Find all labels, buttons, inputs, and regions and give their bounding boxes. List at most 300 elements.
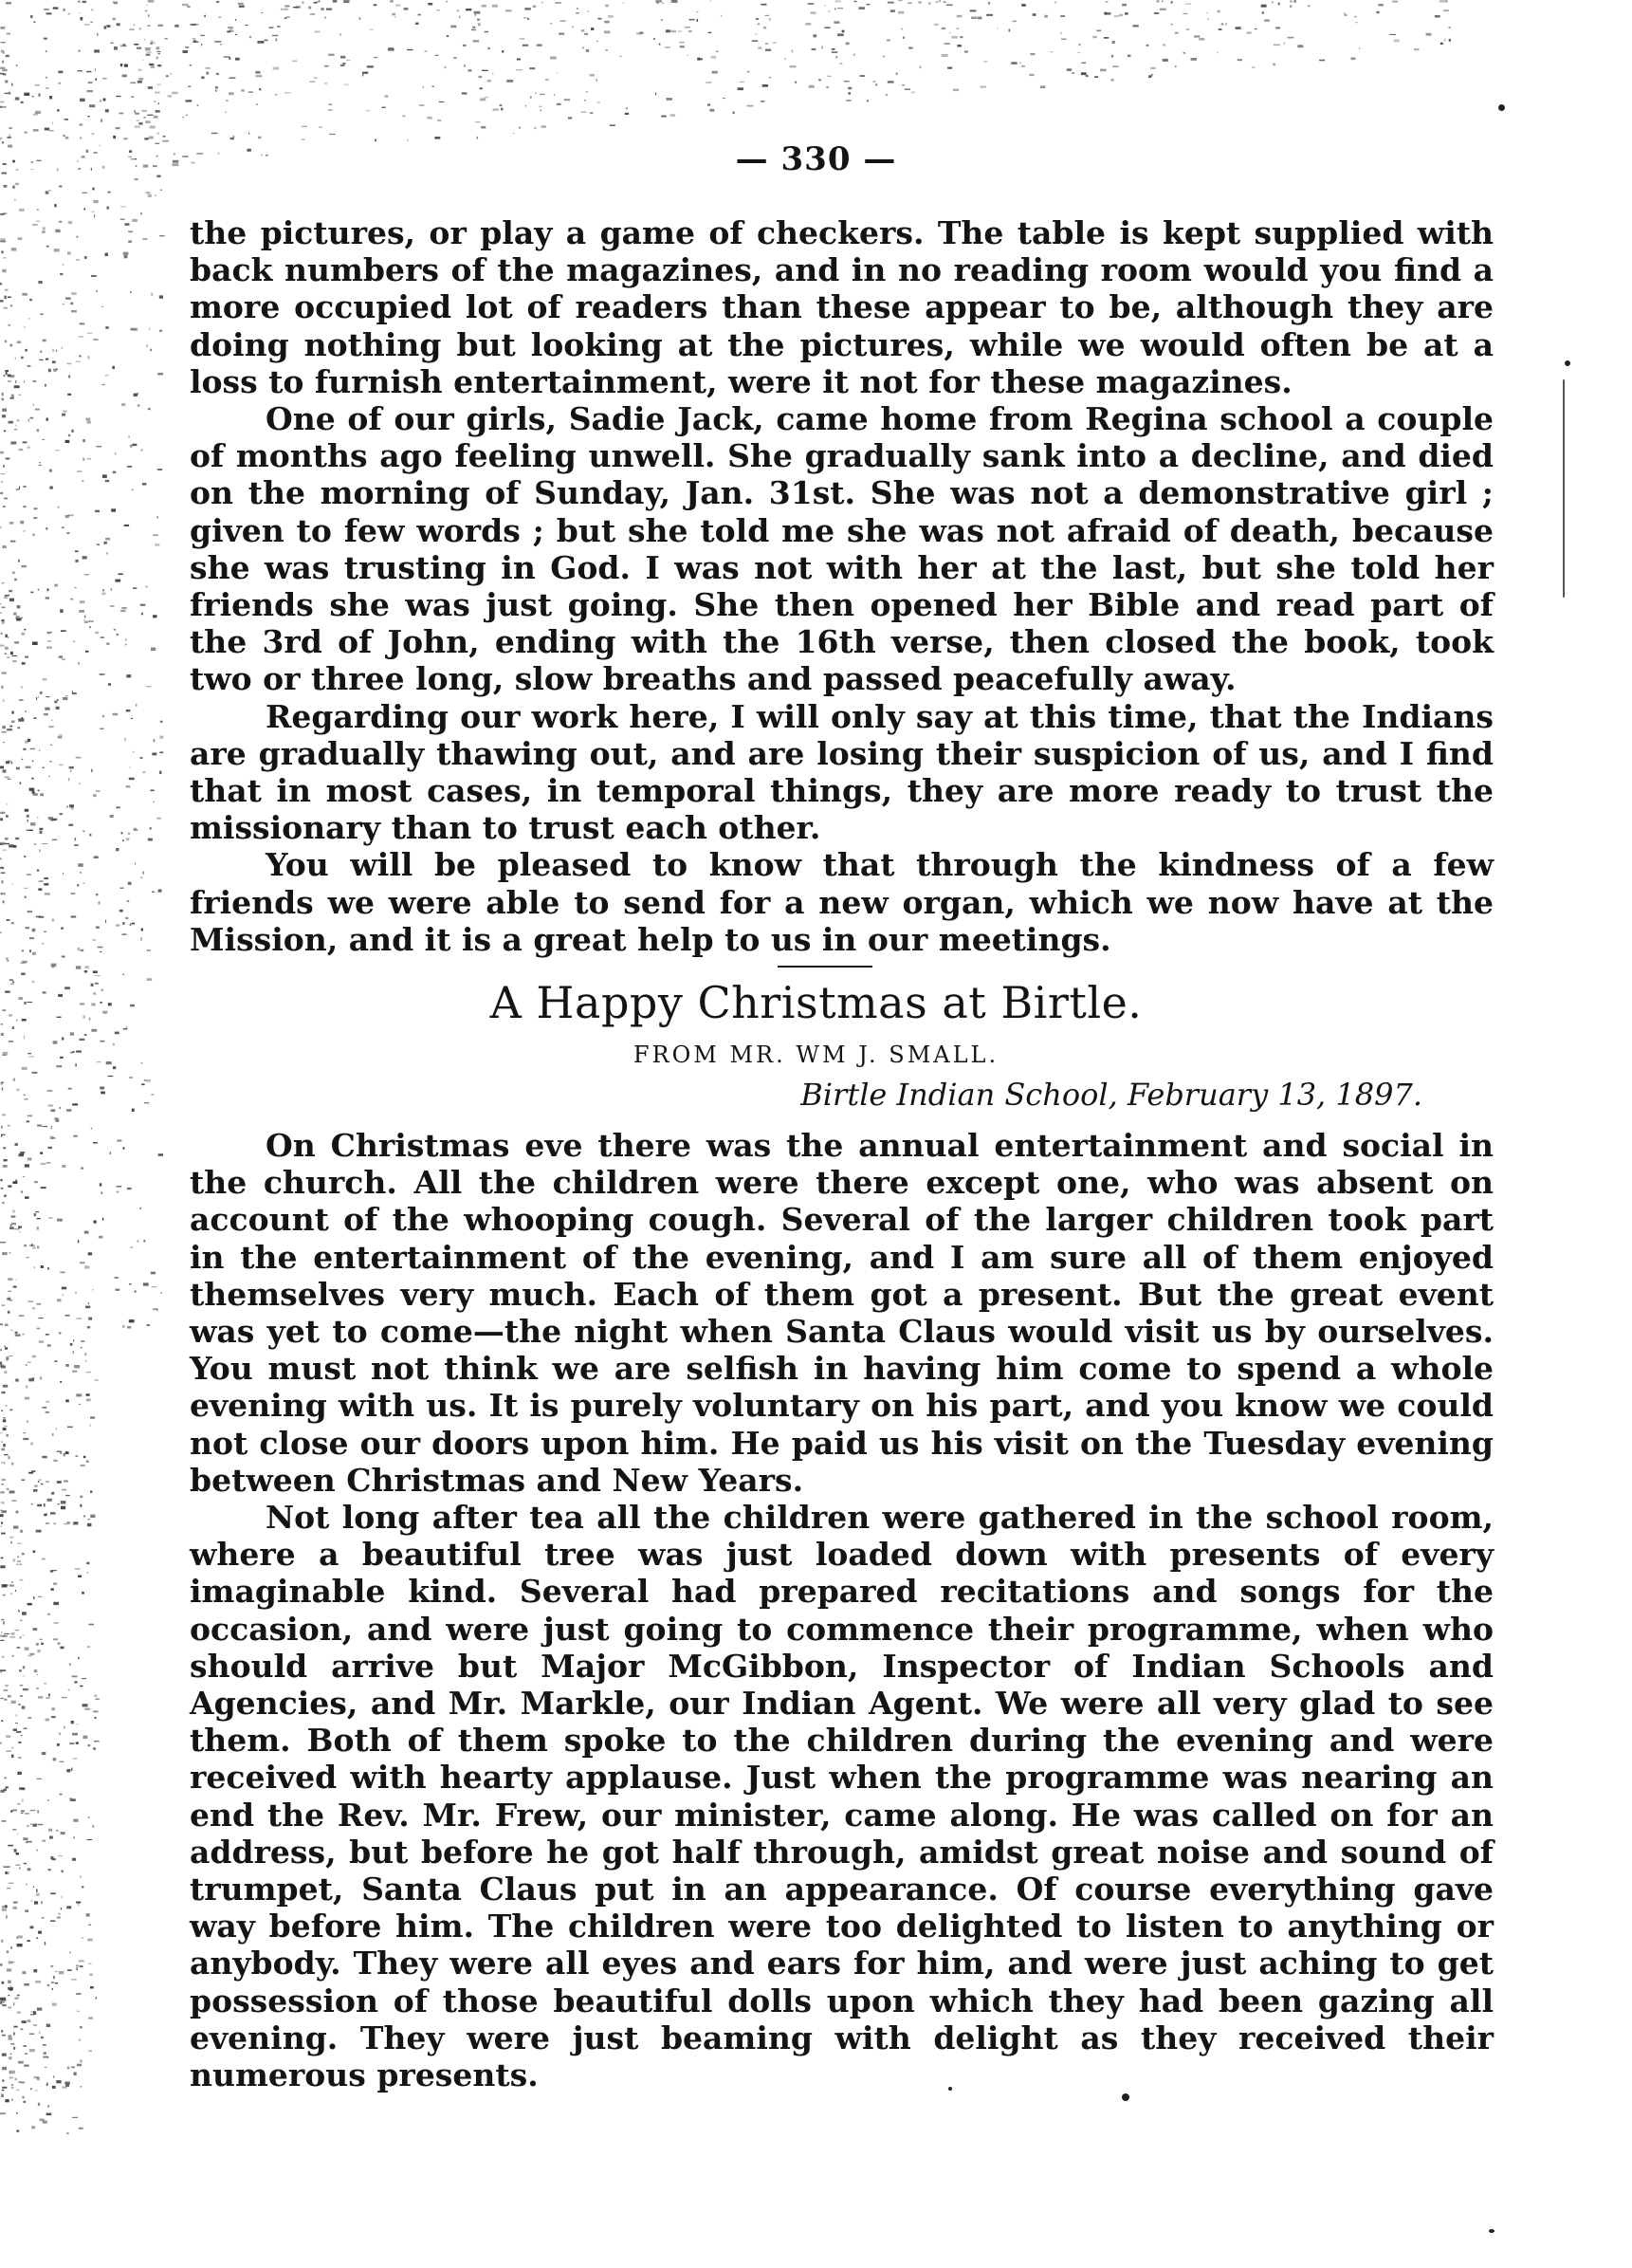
noise-mark bbox=[769, 77, 772, 79]
noise-mark bbox=[22, 1612, 27, 1615]
article-dateline: Birtle Indian School, February 13, 1897. bbox=[800, 1077, 1422, 1113]
noise-mark bbox=[1029, 74, 1034, 76]
noise-mark bbox=[204, 15, 206, 18]
noise-mark bbox=[36, 916, 41, 918]
noise-mark bbox=[148, 194, 152, 197]
noise-mark bbox=[2, 415, 6, 417]
noise-mark bbox=[1163, 59, 1168, 62]
noise-mark bbox=[63, 265, 64, 266]
noise-mark bbox=[151, 293, 153, 296]
noise-mark bbox=[9, 1410, 12, 1411]
noise-mark bbox=[91, 133, 94, 135]
noise-mark bbox=[20, 1620, 22, 1621]
noise-mark bbox=[51, 1588, 54, 1591]
noise-mark bbox=[517, 59, 521, 61]
noise-mark bbox=[125, 223, 130, 226]
noise-mark bbox=[119, 113, 123, 115]
noise-mark bbox=[19, 449, 24, 451]
noise-mark bbox=[16, 1714, 17, 1717]
noise-mark bbox=[46, 647, 52, 649]
noise-mark bbox=[2, 2004, 7, 2006]
noise-mark bbox=[12, 1747, 13, 1748]
noise-mark bbox=[859, 75, 865, 77]
noise-mark bbox=[229, 57, 230, 60]
noise-mark bbox=[9, 1490, 15, 1493]
noise-mark bbox=[29, 1653, 34, 1655]
noise-mark bbox=[9, 1883, 14, 1884]
noise-mark bbox=[105, 920, 106, 923]
noise-mark bbox=[96, 1699, 100, 1700]
noise-mark bbox=[296, 6, 302, 9]
noise-mark bbox=[41, 1917, 44, 1918]
noise-mark bbox=[487, 47, 489, 49]
noise-mark bbox=[381, 107, 385, 108]
noise-mark bbox=[62, 1038, 64, 1041]
noise-mark bbox=[70, 303, 73, 305]
noise-mark bbox=[9, 134, 11, 136]
noise-mark bbox=[52, 919, 54, 922]
noise-mark bbox=[867, 4, 871, 6]
noise-mark bbox=[48, 817, 53, 820]
noise-mark bbox=[46, 1522, 49, 1524]
noise-mark bbox=[82, 1678, 86, 1679]
noise-mark bbox=[597, 18, 602, 19]
paragraph-santa-claus: Not long after tea all the children were gathered in the school room, where a beautiful tree was just loaded down with presents of every imaginable kind. Several had prepared recitations and songs for the occasion, and were just going to commence their programme, when who should arrive but Major McGibbon, Inspector of Indian Schools and Agencies, and Mr. Markle, our Indian Agent. We were all very glad to see them. Both of them spoke to the children during the evening and were received with hearty applause. Just when the programme was nearing an end the Rev. Mr. Frew, our minister, came along. He was called on for an address, but before he got half through, amidst great noise and sound of trumpet, Santa Claus put in an appearance. Of course everything gave way before him. The children were too delighted to listen to anything or anybody. They were all eyes and ears for him, and were just aching to get possession of those beautiful dolls upon which they had been gazing all evening. They were just beaming with delight as they received their numerous presents. bbox=[190, 1499, 1494, 2094]
noise-mark bbox=[557, 103, 561, 105]
noise-mark bbox=[77, 2011, 80, 2012]
noise-mark bbox=[1162, 1, 1163, 2]
noise-mark bbox=[3, 307, 8, 309]
noise-mark bbox=[596, 101, 599, 103]
noise-mark bbox=[2, 106, 7, 108]
noise-mark bbox=[39, 1639, 42, 1640]
noise-mark bbox=[1194, 35, 1200, 37]
noise-mark bbox=[0, 766, 4, 769]
noise-mark bbox=[0, 2112, 6, 2114]
noise-mark bbox=[50, 1136, 54, 1139]
noise-mark bbox=[661, 116, 666, 118]
noise-mark bbox=[9, 2056, 12, 2059]
noise-mark bbox=[8, 761, 11, 764]
noise-mark bbox=[846, 43, 850, 46]
noise-mark bbox=[1443, 9, 1449, 11]
noise-mark bbox=[245, 25, 248, 26]
noise-mark bbox=[80, 2059, 83, 2062]
noise-mark bbox=[358, 17, 360, 20]
noise-mark bbox=[758, 24, 761, 25]
noise-mark bbox=[13, 1526, 19, 1529]
noise-mark bbox=[13, 1810, 17, 1812]
noise-mark bbox=[23, 748, 26, 750]
noise-mark bbox=[22, 1971, 26, 1974]
noise-mark bbox=[54, 1522, 56, 1524]
noise-mark bbox=[81, 1347, 83, 1348]
noise-mark bbox=[75, 1568, 81, 1569]
noise-mark bbox=[0, 138, 2, 140]
noise-mark bbox=[59, 1855, 63, 1856]
noise-mark bbox=[46, 1411, 49, 1413]
noise-mark bbox=[45, 1942, 46, 1945]
noise-mark bbox=[37, 1245, 39, 1248]
noise-mark bbox=[100, 1183, 102, 1186]
noise-mark bbox=[95, 510, 100, 512]
noise-mark bbox=[147, 26, 150, 27]
noise-mark bbox=[30, 1824, 32, 1825]
noise-mark bbox=[33, 717, 36, 719]
noise-mark bbox=[87, 356, 89, 359]
noise-mark bbox=[65, 1399, 69, 1402]
noise-mark bbox=[835, 56, 837, 58]
noise-mark bbox=[84, 1265, 89, 1268]
noise-mark bbox=[390, 0, 394, 2]
noise-mark bbox=[805, 23, 811, 25]
noise-mark bbox=[24, 888, 28, 889]
noise-mark bbox=[4, 1195, 7, 1197]
noise-mark bbox=[506, 80, 513, 83]
noise-mark bbox=[30, 1810, 36, 1811]
noise-mark bbox=[36, 1530, 42, 1533]
noise-mark bbox=[59, 1971, 64, 1974]
noise-mark bbox=[577, 8, 578, 9]
noise-mark bbox=[54, 584, 58, 587]
noise-mark bbox=[72, 1858, 76, 1861]
noise-mark bbox=[96, 894, 98, 895]
noise-mark bbox=[76, 1902, 81, 1904]
noise-mark bbox=[29, 2034, 35, 2035]
noise-mark bbox=[44, 1503, 46, 1506]
noise-mark bbox=[9, 599, 14, 602]
noise-mark bbox=[505, 9, 512, 11]
noise-mark bbox=[100, 673, 105, 674]
noise-mark bbox=[988, 2, 990, 5]
noise-mark bbox=[1219, 28, 1222, 30]
noise-mark bbox=[31, 1900, 32, 1902]
noise-mark bbox=[25, 2054, 28, 2055]
noise-mark bbox=[310, 13, 315, 14]
noise-mark bbox=[15, 2078, 18, 2081]
noise-mark bbox=[88, 1925, 91, 1926]
noise-mark bbox=[22, 2096, 24, 2098]
noise-mark bbox=[605, 5, 609, 8]
noise-mark bbox=[150, 43, 153, 45]
noise-mark bbox=[47, 1613, 50, 1615]
noise-mark bbox=[286, 9, 289, 10]
noise-mark bbox=[113, 1, 118, 3]
scan-speck bbox=[948, 2087, 952, 2091]
noise-mark bbox=[45, 384, 46, 387]
noise-mark bbox=[88, 1302, 89, 1304]
noise-mark bbox=[709, 32, 711, 34]
noise-mark bbox=[159, 295, 163, 298]
noise-mark bbox=[67, 1969, 72, 1971]
noise-mark bbox=[457, 9, 459, 11]
noise-mark bbox=[3, 1419, 7, 1422]
noise-mark bbox=[14, 199, 16, 200]
noise-mark bbox=[3, 1621, 5, 1624]
noise-mark bbox=[170, 73, 173, 74]
noise-mark bbox=[35, 2091, 38, 2092]
noise-mark bbox=[73, 1523, 78, 1524]
noise-mark bbox=[24, 2065, 28, 2067]
noise-mark bbox=[23, 1837, 28, 1840]
noise-mark bbox=[83, 193, 88, 194]
noise-mark bbox=[143, 1282, 149, 1285]
noise-mark bbox=[487, 80, 491, 82]
noise-mark bbox=[60, 813, 64, 815]
noise-mark bbox=[46, 418, 48, 421]
noise-mark bbox=[13, 613, 16, 616]
noise-mark bbox=[8, 1695, 11, 1698]
noise-mark bbox=[9, 324, 10, 326]
noise-mark bbox=[46, 1719, 49, 1722]
noise-mark bbox=[9, 1252, 11, 1254]
noise-mark bbox=[1344, 12, 1346, 14]
noise-mark bbox=[123, 974, 124, 976]
noise-mark bbox=[8, 1987, 13, 1990]
noise-mark bbox=[24, 1727, 28, 1729]
noise-mark bbox=[50, 1920, 55, 1922]
noise-mark bbox=[7, 1434, 9, 1436]
noise-mark bbox=[277, 26, 280, 27]
noise-mark bbox=[9, 844, 14, 847]
noise-mark bbox=[15, 1865, 20, 1866]
noise-mark bbox=[1021, 65, 1025, 67]
noise-mark bbox=[155, 101, 156, 103]
noise-mark bbox=[343, 0, 349, 3]
noise-mark bbox=[500, 104, 503, 106]
noise-mark bbox=[5, 1405, 7, 1407]
noise-mark bbox=[49, 470, 52, 472]
noise-mark bbox=[2, 393, 4, 396]
noise-mark bbox=[62, 347, 63, 349]
noise-mark bbox=[10, 2054, 12, 2055]
noise-mark bbox=[94, 1694, 97, 1697]
noise-mark bbox=[79, 1404, 82, 1405]
noise-mark bbox=[9, 92, 10, 95]
noise-mark bbox=[292, 61, 298, 63]
noise-mark bbox=[0, 1364, 4, 1367]
noise-mark bbox=[1273, 64, 1275, 66]
noise-mark bbox=[50, 632, 52, 633]
noise-mark bbox=[71, 1768, 73, 1772]
noise-mark bbox=[942, 28, 945, 29]
noise-mark bbox=[140, 212, 141, 214]
noise-mark bbox=[18, 1610, 19, 1613]
noise-mark bbox=[1, 619, 4, 621]
noise-mark bbox=[1, 686, 4, 689]
noise-mark bbox=[76, 1393, 82, 1396]
noise-mark bbox=[41, 2037, 44, 2038]
noise-mark bbox=[853, 54, 855, 56]
noise-mark bbox=[68, 1689, 70, 1690]
noise-mark bbox=[697, 58, 700, 61]
noise-mark bbox=[77, 236, 79, 238]
noise-mark bbox=[159, 235, 165, 236]
noise-mark bbox=[39, 2032, 41, 2034]
noise-mark bbox=[888, 81, 894, 83]
noise-mark bbox=[186, 115, 189, 116]
noise-mark bbox=[63, 873, 64, 875]
noise-mark bbox=[89, 834, 91, 837]
noise-mark bbox=[34, 1266, 35, 1268]
noise-mark bbox=[148, 0, 155, 3]
noise-mark bbox=[964, 51, 968, 53]
noise-mark bbox=[829, 10, 831, 12]
noise-mark bbox=[239, 6, 245, 8]
noise-mark bbox=[174, 25, 179, 28]
noise-mark bbox=[16, 2130, 19, 2132]
noise-mark bbox=[40, 831, 43, 834]
noise-mark bbox=[586, 91, 587, 92]
noise-mark bbox=[12, 186, 15, 189]
noise-mark bbox=[129, 778, 135, 781]
noise-mark bbox=[52, 2003, 57, 2006]
scan-speck bbox=[1565, 360, 1570, 366]
noise-mark bbox=[765, 44, 768, 45]
noise-mark bbox=[8, 1995, 9, 1996]
noise-mark bbox=[14, 579, 17, 581]
noise-mark bbox=[4, 1689, 9, 1691]
noise-mark bbox=[11, 883, 12, 884]
noise-mark bbox=[129, 29, 134, 30]
noise-mark bbox=[67, 251, 71, 254]
noise-mark bbox=[576, 12, 579, 13]
noise-mark bbox=[40, 1152, 43, 1153]
noise-mark bbox=[328, 54, 334, 56]
noise-mark bbox=[53, 1602, 59, 1605]
noise-mark bbox=[435, 55, 439, 56]
noise-mark bbox=[48, 1869, 51, 1871]
noise-mark bbox=[670, 114, 676, 117]
noise-mark bbox=[51, 1716, 56, 1718]
noise-mark bbox=[100, 951, 101, 952]
noise-mark bbox=[321, 8, 323, 10]
noise-mark bbox=[21, 1735, 23, 1736]
noise-mark bbox=[8, 1312, 10, 1313]
noise-mark bbox=[233, 136, 234, 138]
noise-mark bbox=[13, 1728, 17, 1731]
noise-mark bbox=[15, 1334, 21, 1336]
noise-mark bbox=[16, 2090, 19, 2091]
noise-mark bbox=[99, 901, 101, 904]
noise-mark bbox=[68, 514, 74, 516]
noise-mark bbox=[58, 1503, 60, 1504]
noise-mark bbox=[527, 18, 529, 20]
noise-mark bbox=[53, 369, 57, 372]
noise-mark bbox=[8, 1278, 12, 1281]
noise-mark bbox=[716, 51, 719, 52]
noise-mark bbox=[39, 749, 40, 751]
noise-mark bbox=[128, 833, 130, 835]
noise-mark bbox=[33, 114, 38, 116]
noise-mark bbox=[128, 882, 132, 885]
noise-mark bbox=[84, 1353, 86, 1355]
noise-mark bbox=[873, 81, 876, 83]
noise-mark bbox=[90, 1986, 94, 1989]
noise-mark bbox=[88, 1252, 92, 1255]
noise-mark bbox=[3, 1385, 8, 1388]
noise-mark bbox=[37, 1674, 38, 1675]
noise-mark bbox=[65, 695, 68, 696]
noise-mark bbox=[84, 970, 87, 972]
noise-mark bbox=[138, 404, 139, 406]
noise-mark bbox=[122, 933, 127, 935]
noise-mark bbox=[68, 778, 69, 781]
noise-mark bbox=[1293, 0, 1295, 3]
noise-mark bbox=[87, 1646, 90, 1648]
noise-mark bbox=[48, 1693, 50, 1696]
noise-mark bbox=[1207, 12, 1208, 13]
noise-mark bbox=[160, 736, 164, 739]
noise-mark bbox=[0, 645, 5, 647]
noise-mark bbox=[54, 8, 58, 9]
noise-mark bbox=[957, 15, 963, 17]
noise-mark bbox=[1122, 4, 1127, 7]
noise-mark bbox=[59, 1332, 62, 1334]
noise-mark bbox=[117, 1140, 121, 1142]
noise-mark bbox=[84, 966, 88, 968]
noise-mark bbox=[25, 1648, 29, 1650]
noise-mark bbox=[1, 1720, 3, 1722]
noise-mark bbox=[134, 394, 138, 396]
noise-mark bbox=[7, 1968, 11, 1971]
noise-mark bbox=[883, 56, 885, 58]
noise-mark bbox=[596, 79, 597, 81]
noise-mark bbox=[10, 304, 12, 306]
noise-mark bbox=[9, 2035, 12, 2037]
noise-mark bbox=[2, 1441, 3, 1443]
noise-mark bbox=[28, 1868, 31, 1871]
noise-mark bbox=[1, 1126, 3, 1129]
noise-mark bbox=[94, 1741, 100, 1742]
noise-mark bbox=[480, 87, 483, 89]
noise-mark bbox=[122, 1325, 125, 1328]
noise-mark bbox=[71, 1721, 74, 1724]
noise-mark bbox=[0, 1502, 1, 1503]
noise-mark bbox=[0, 1790, 4, 1793]
noise-mark bbox=[1021, 4, 1026, 7]
noise-mark bbox=[105, 253, 108, 256]
noise-mark bbox=[761, 101, 764, 102]
noise-mark bbox=[83, 439, 84, 442]
noise-mark bbox=[146, 686, 152, 687]
noise-mark bbox=[896, 73, 898, 76]
noise-mark bbox=[58, 1642, 61, 1645]
noise-mark bbox=[83, 1736, 87, 1740]
noise-mark bbox=[2, 1202, 4, 1204]
noise-mark bbox=[837, 8, 843, 9]
noise-mark bbox=[5, 654, 7, 655]
noise-mark bbox=[22, 662, 26, 665]
paragraph-sadie-jack: One of our girls, Sadie Jack, came home from Regina school a couple of months ago feeling unwell. She gradually sank into a decline, and died on the morning of Sunday, Jan. 31st. She was not a demonstrative girl ; given to few words ; but she told me she was not afraid of death, because she was trusting in God. I was not with her at the last, but she told her friends she was just going. She then opened her Bible and read part of the 3rd of John, ending with the 16th verse, then closed the book, took two or three long, slow breaths and passed peacefully away. bbox=[190, 400, 1494, 698]
noise-mark bbox=[10, 1216, 15, 1218]
noise-mark bbox=[466, 9, 471, 10]
noise-mark bbox=[5, 1685, 9, 1687]
noise-mark bbox=[11, 1755, 13, 1758]
noise-mark bbox=[23, 506, 26, 507]
noise-mark bbox=[134, 829, 138, 831]
noise-mark bbox=[152, 892, 155, 893]
noise-mark bbox=[123, 1147, 125, 1150]
noise-mark bbox=[9, 1300, 13, 1301]
noise-mark bbox=[342, 63, 345, 65]
noise-mark bbox=[261, 12, 263, 13]
noise-mark bbox=[5, 81, 8, 83]
noise-mark bbox=[52, 121, 53, 124]
noise-mark bbox=[64, 1453, 65, 1456]
noise-mark bbox=[523, 17, 527, 18]
noise-mark bbox=[27, 1257, 29, 1258]
